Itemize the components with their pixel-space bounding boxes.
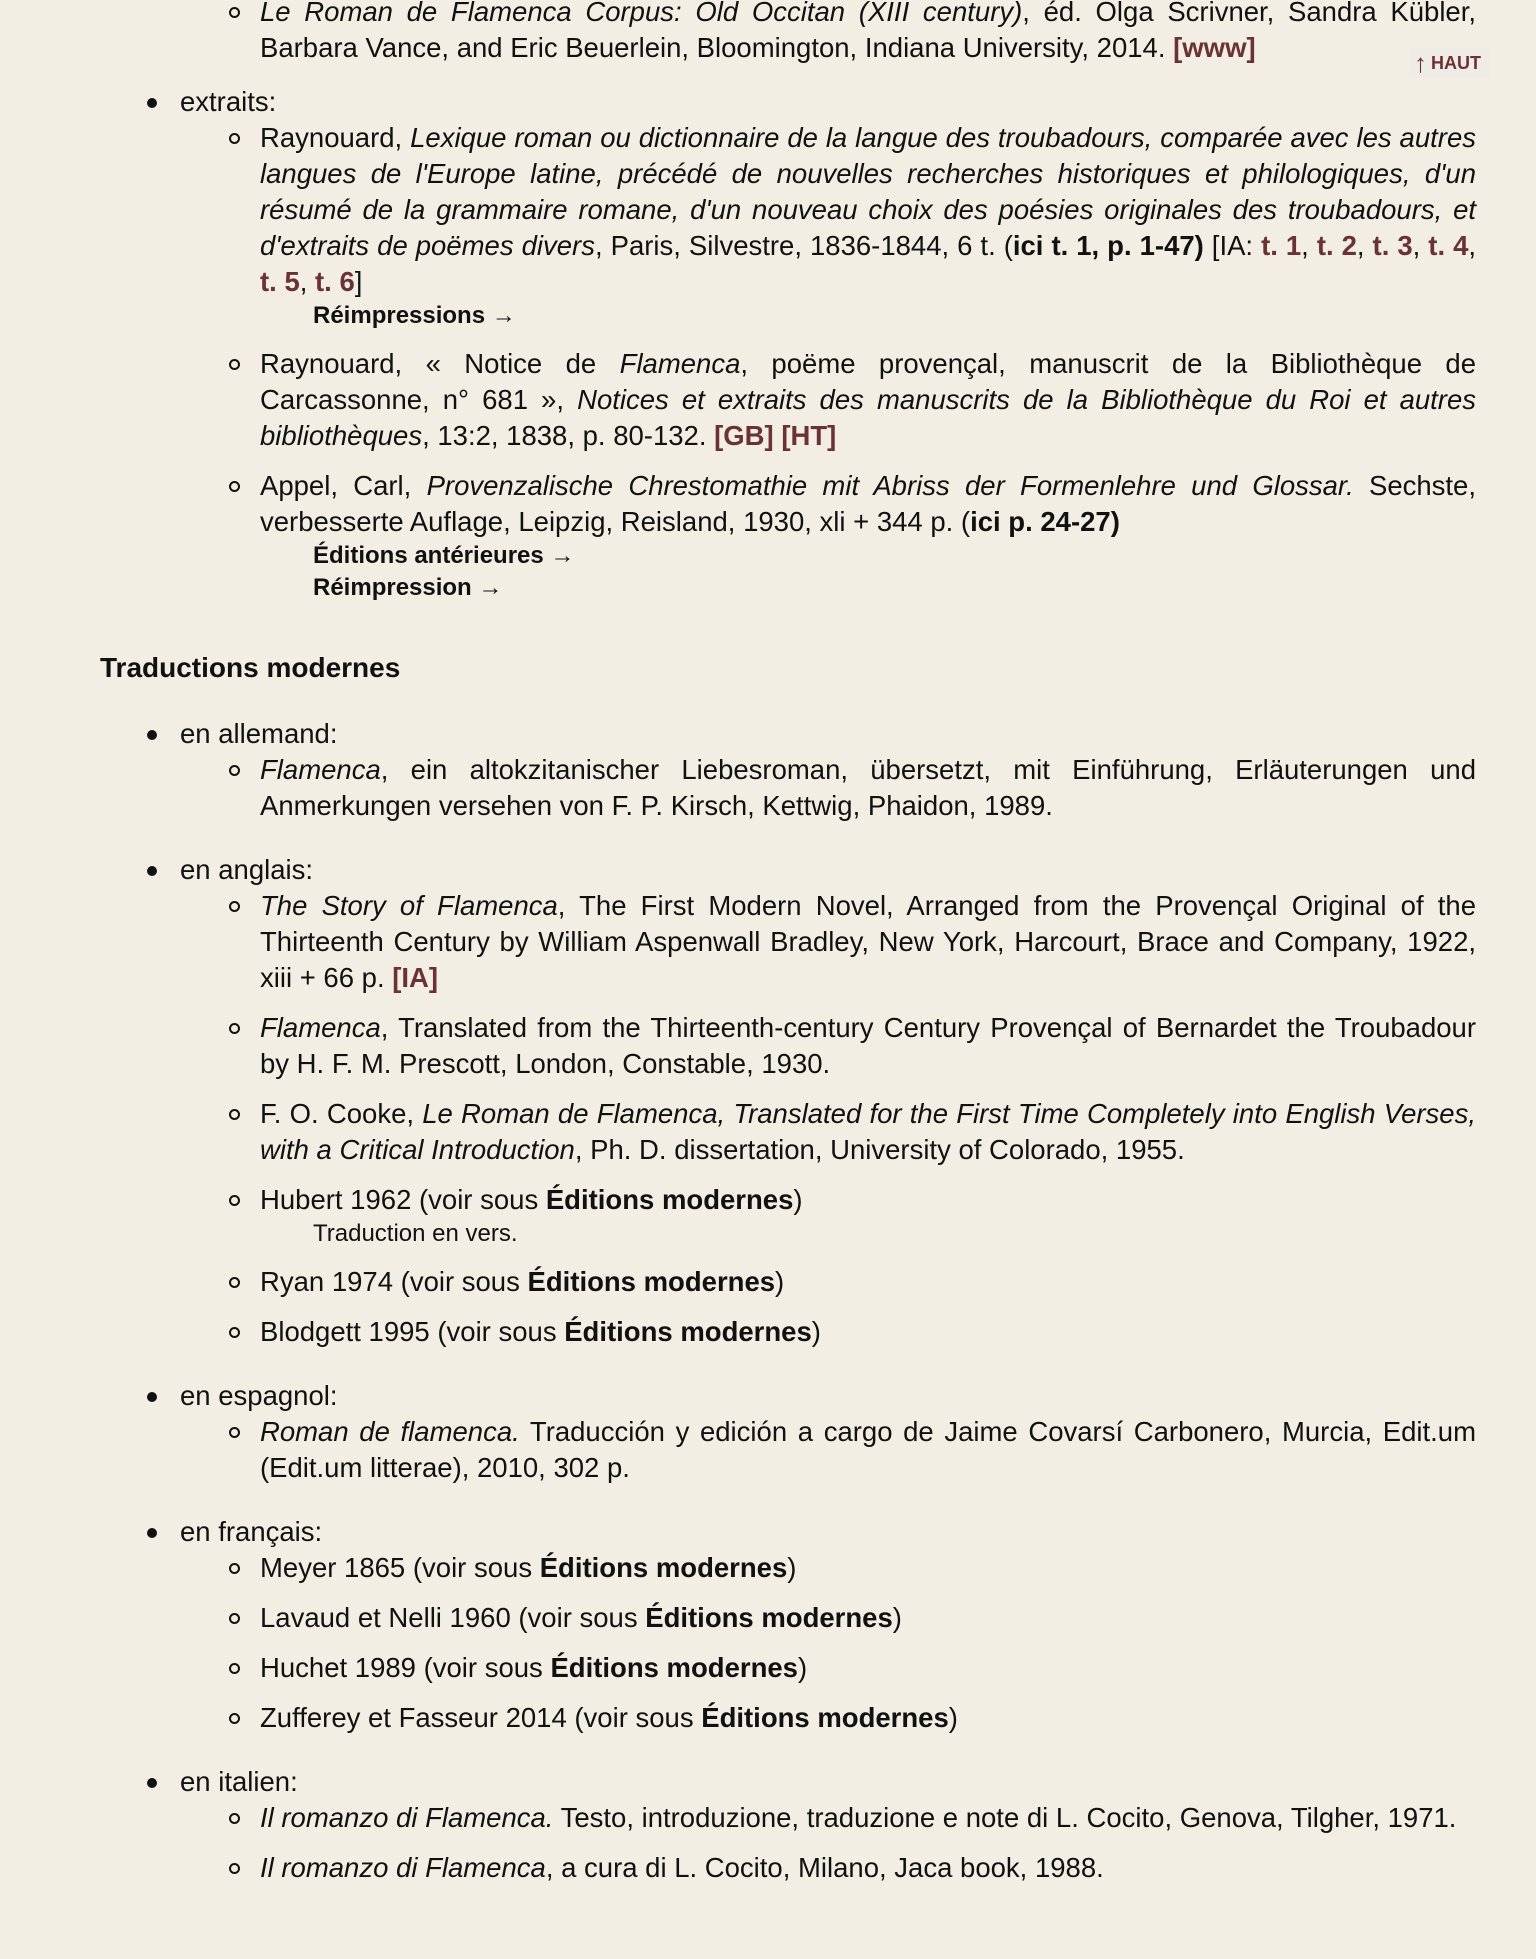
- circle-bullet-icon: [229, 359, 240, 370]
- list-item-francais: [180, 1514, 1536, 1736]
- book-title: Le Roman de Flamenca Corpus: Old Occitan (XIII century): [260, 0, 1023, 27]
- circle-bullet-icon: [229, 1427, 240, 1438]
- disc-bullet-icon: [147, 866, 157, 876]
- list-item: Raynouard, Lexique roman ou dictionnaire de la langue des troubadours, comparée avec les autres langues de l'Europe latine, précédé de nouvelles recherches historiques et philologiques, d'un résumé de la grammaire romane, d'un nouveau choix des poésies originales des troubadours, et d'extraits de poëmes divers, Paris, Silvestre, 1836-1844, 6 t. (ici t. 1, p. 1-47) [IA: t. 1, t. 2, t. 3, t. 4, t. 5, t. 6] Réimpressions →: [260, 120, 1476, 332]
- circle-bullet-icon: [229, 1663, 240, 1674]
- ia-link-t5[interactable]: t. 5: [260, 266, 300, 297]
- sub-list: [180, 752, 1536, 824]
- list-item: [180, 0, 1536, 66]
- list-item-anglais: [180, 852, 1536, 1350]
- list-item: Lavaud et Nelli 1960 (voir sous Éditions modernes): [260, 1600, 1476, 1636]
- circle-bullet-icon: [229, 765, 240, 776]
- ia-link-t6[interactable]: t. 6: [315, 266, 355, 297]
- list-item-allemand: [180, 716, 1536, 824]
- category-label: en allemand:: [180, 718, 338, 749]
- circle-bullet-icon: [229, 1813, 240, 1824]
- sub-list: [180, 0, 1536, 66]
- ia-link-t3[interactable]: t. 3: [1372, 230, 1413, 261]
- circle-bullet-icon: [229, 7, 240, 18]
- circle-bullet-icon: [229, 901, 240, 912]
- ia-link-t2[interactable]: t. 2: [1316, 230, 1357, 261]
- list-item-extraits: [180, 84, 1536, 604]
- circle-bullet-icon: [229, 1863, 240, 1874]
- gb-link[interactable]: [GB]: [714, 420, 774, 451]
- category-label: en anglais:: [180, 854, 314, 885]
- arrow-up-icon: ↑: [1414, 48, 1427, 78]
- disc-bullet-icon: [147, 1778, 157, 1788]
- circle-bullet-icon: [229, 133, 240, 144]
- list-item: Blodgett 1995 (voir sous Éditions modernes): [260, 1314, 1476, 1350]
- list-item: Meyer 1865 (voir sous Éditions modernes): [260, 1550, 1476, 1586]
- item-note: Traduction en vers.: [313, 1220, 518, 1247]
- section-heading: Traductions modernes: [100, 652, 401, 683]
- list-item: Il romanzo di Flamenca, a cura di L. Cocito, Milano, Jaca book, 1988.: [260, 1850, 1476, 1886]
- list-item: Zufferey et Fasseur 2014 (voir sous Éditions modernes): [260, 1700, 1476, 1736]
- circle-bullet-icon: [229, 1327, 240, 1338]
- ia-link-t1[interactable]: t. 1: [1261, 230, 1302, 261]
- list-item: Roman de flamenca. Traducción y edición a cargo de Jaime Covarsí Carbonero, Murcia, Edit.um (Edit.um litterae), 2010, 302 p.: [260, 1414, 1476, 1486]
- disc-bullet-icon: [147, 1392, 157, 1402]
- book-title: Lexique roman ou dictionnaire de la langue des troubadours, comparée avec les autres langues de l'Europe latine, précédé de nouvelles recherches historiques et philologiques, d'un résumé de la grammaire romane, d'un nouveau choix des poésies originales des troubadours, et d'extraits de poëmes divers: [260, 122, 1476, 261]
- sub-list: [180, 888, 1536, 1350]
- disc-bullet-icon: [147, 98, 157, 108]
- reimpression-toggle[interactable]: Réimpression →: [313, 574, 503, 601]
- editions-list-tail: [0, 0, 1536, 604]
- disc-bullet-icon: [147, 730, 157, 740]
- circle-bullet-icon: [229, 1277, 240, 1288]
- list-item: Hubert 1962 (voir sous Éditions modernes) Traduction en vers.: [260, 1182, 1476, 1250]
- circle-bullet-icon: [229, 1109, 240, 1120]
- list-item: F. O. Cooke, Le Roman de Flamenca, Translated for the First Time Completely into English Verses, with a Critical Introduction, Ph. D. dissertation, University of Colorado, 1955.: [260, 1096, 1476, 1168]
- ht-link[interactable]: [HT]: [781, 420, 837, 451]
- list-item: Flamenca, ein altokzitanischer Liebesroman, übersetzt, mit Einführung, Erläuterungen und Anmerkungen versehen von F. P. Kirsch, Kettwig, Phaidon, 1989.: [260, 752, 1476, 824]
- sub-list: [180, 1800, 1536, 1886]
- category-label: en italien:: [180, 1766, 298, 1797]
- www-link[interactable]: [www]: [1173, 32, 1256, 63]
- editions-anterieures-toggle[interactable]: Éditions antérieures →: [313, 542, 575, 569]
- sub-list: [180, 1550, 1536, 1736]
- list-item: Le Roman de Flamenca Corpus: Old Occitan (XIII century), éd. Olga Scrivner, Sandra Kübler, Barbara Vance, and Eric Beuerlein, Bloomington, Indiana University, 2014. [www]: [260, 0, 1476, 66]
- list-item: Huchet 1989 (voir sous Éditions modernes): [260, 1650, 1476, 1686]
- ia-link[interactable]: [IA]: [392, 962, 439, 993]
- list-item: The Story of Flamenca, The First Modern Novel, Arranged from the Provençal Original of the Thirteenth Century by William Aspenwall Bradley, New York, Harcourt, Brace and Company, 1922, xiii + 66 p. [IA]: [260, 888, 1476, 996]
- circle-bullet-icon: [229, 1023, 240, 1034]
- list-item: Appel, Carl, Provenzalische Chrestomathie mit Abriss der Formenlehre und Glossar. Sechste, verbesserte Auflage, Leipzig, Reisland, 1930, xli + 344 p. (ici p. 24-27) Éditions antérieures → Réimpression →: [260, 468, 1476, 604]
- list-item: Flamenca, Translated from the Thirteenth-century Century Provençal of Bernardet the Troubadour by H. F. M. Prescott, London, Constable, 1930.: [260, 1010, 1476, 1082]
- circle-bullet-icon: [229, 1713, 240, 1724]
- list-item: Ryan 1974 (voir sous Éditions modernes): [260, 1264, 1476, 1300]
- list-item-italien: [180, 1764, 1536, 1886]
- back-to-top-label: HAUT: [1431, 53, 1481, 73]
- circle-bullet-icon: [229, 1613, 240, 1624]
- category-label: extraits:: [180, 86, 277, 117]
- translations-list: [0, 716, 1536, 1886]
- list-item: Raynouard, « Notice de Flamenca, poëme provençal, manuscrit de la Bibliothèque de Carcassonne, n° 681 », Notices et extraits des manuscrits de la Bibliothèque du Roi et autres bibliothèques, 13:2, 1838, p. 80-132. [GB] [HT]: [260, 346, 1476, 454]
- disc-bullet-icon: [147, 1528, 157, 1538]
- list-item-espagnol: [180, 1378, 1536, 1486]
- list-item: Il romanzo di Flamenca. Testo, introduzione, traduzione e note di L. Cocito, Genova, Tilgher, 1971.: [260, 1800, 1476, 1836]
- category-label: en français:: [180, 1516, 323, 1547]
- category-label: en espagnol:: [180, 1380, 338, 1411]
- sub-list: [180, 1414, 1536, 1486]
- circle-bullet-icon: [229, 1563, 240, 1574]
- sub-list: [180, 120, 1536, 604]
- circle-bullet-icon: [229, 481, 240, 492]
- reimpressions-toggle[interactable]: Réimpressions →: [313, 302, 516, 329]
- back-to-top-button[interactable]: [1410, 48, 1489, 78]
- circle-bullet-icon: [229, 1195, 240, 1206]
- ia-link-t4[interactable]: t. 4: [1428, 230, 1469, 261]
